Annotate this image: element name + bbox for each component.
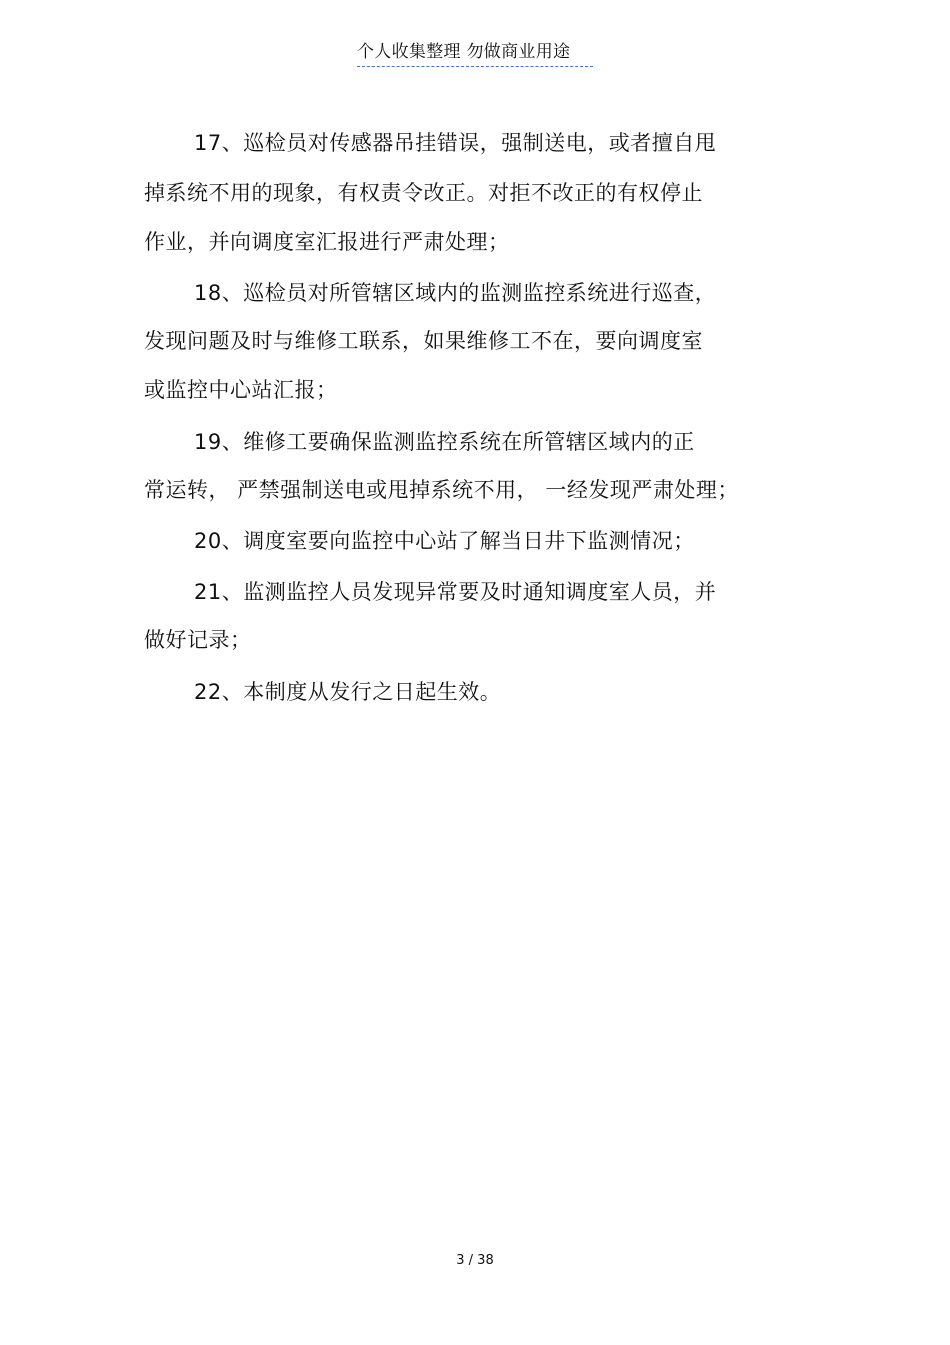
text-line: 掉系统不用的现象，有权责令改正。对拒不改正的有权停止 xyxy=(144,181,703,205)
text-line: 做好记录； xyxy=(144,628,252,652)
text-line: 作业，并向调度室汇报进行严肃处理； xyxy=(144,230,510,254)
page-header: 个人收集整理 勿做商业用途 xyxy=(357,40,593,67)
text-line: 22、本制度从发行之日起生效。 xyxy=(194,680,502,704)
text-line: 常运转， 严禁强制送电或甩掉系统不用， 一经发现严肃处理； xyxy=(144,478,739,502)
text-line: 发现问题及时与维修工联系，如果维修工不在，要向调度室 xyxy=(144,329,703,353)
text-line: 21、监测监控人员发现异常要及时通知调度室人员，并 xyxy=(194,580,717,604)
text-line: 或监控中心站汇报； xyxy=(144,378,338,402)
page-number: 3 / 38 xyxy=(456,1253,494,1268)
text-line: 17、巡检员对传感器吊挂错误，强制送电，或者擅自甩 xyxy=(194,131,717,155)
text-line: 18、巡检员对所管辖区域内的监测监控系统进行巡查， xyxy=(194,281,717,305)
text-line: 19、维修工要确保监测监控系统在所管辖区域内的正 xyxy=(194,430,695,454)
text-line: 20、调度室要向监控中心站了解当日井下监测情况； xyxy=(194,529,695,553)
